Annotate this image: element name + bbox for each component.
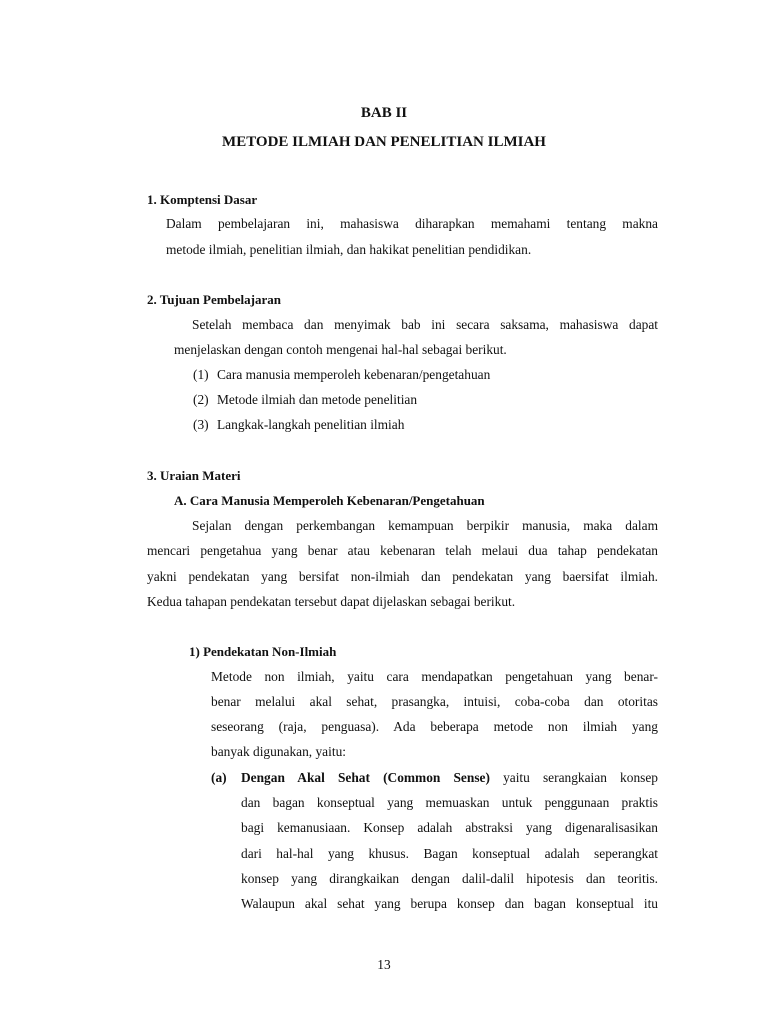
section-heading-tujuan: 2. Tujuan Pembelajaran [147, 292, 281, 307]
list-item-number: (1) [193, 367, 209, 382]
paragraph-line: Metode non ilmiah, yaitu cara mendapatkan pengetahuan yang benar- [211, 669, 658, 684]
paragraph-line: Setelah membaca dan menyimak bab ini secara saksama, mahasiswa dapat [192, 317, 658, 332]
list-item-text: Metode ilmiah dan metode penelitian [217, 392, 418, 407]
list-item-number: (2) [193, 392, 209, 407]
paragraph-line: bagi kemanusiaan. Konsep adalah abstraksi yang digenaralisasikan [241, 820, 658, 835]
paragraph-line: seseorang (raja, penguasa). Ada beberapa metode non ilmiah yang [211, 719, 658, 734]
paragraph-line: konsep yang dirangkaikan dengan dalil-dalil hipotesis dan teoritis. [241, 871, 658, 886]
paragraph-line: Kedua tahapan pendekatan tersebut dapat dijelaskan sebagai berikut. [147, 594, 516, 609]
paragraph-line: banyak digunakan, yaitu: [211, 744, 346, 759]
list-item-number: (3) [193, 417, 209, 432]
page-number: 13 [377, 957, 391, 972]
list-item-text: Langkak-langkah penelitian ilmiah [217, 417, 405, 432]
paragraph-line: yakni pendekatan yang bersifat non-ilmiah dan pendekatan yang baersifat ilmiah. [147, 569, 658, 584]
subsection-heading-non-ilmiah: 1) Pendekatan Non-Ilmiah [189, 644, 337, 659]
section-heading-kompetensi: 1. Komptensi Dasar [147, 192, 258, 207]
list-item-first-line [241, 770, 658, 786]
paragraph-line: metode ilmiah, penelitian ilmiah, dan hakikat penelitian pendidikan. [166, 242, 532, 257]
paragraph-line: benar melalui akal sehat, prasangka, intuisi, coba-coba dan otoritas [211, 694, 658, 709]
list-item-label-a: (a) [211, 770, 227, 785]
subsection-heading-a: A. Cara Manusia Memperoleh Kebenaran/Pengetahuan [174, 493, 485, 508]
chapter-label: BAB II [360, 105, 408, 121]
paragraph-line: Sejalan dengan perkembangan kemampuan berpikir manusia, maka dalam [192, 518, 658, 533]
paragraph-line: menjelaskan dengan contoh mengenai hal-hal sebagai berikut. [174, 342, 507, 357]
paragraph-line: Dalam pembelajaran ini, mahasiswa diharapkan memahami tentang makna [166, 216, 658, 231]
term-definition-start: yaitu serangkaian konsep [489, 770, 658, 785]
paragraph-line: dari hal-hal yang khusus. Bagan konseptual adalah seperangkat [241, 846, 658, 861]
chapter-title: METODE ILMIAH DAN PENELITIAN ILMIAH [222, 134, 546, 150]
paragraph-line: Walaupun akal sehat yang berupa konsep dan bagan konseptual itu [241, 896, 658, 911]
paragraph-line: mencari pengetahua yang benar atau kebenaran telah melaui dua tahap pendekatan [147, 543, 658, 558]
list-item-text: Cara manusia memperoleh kebenaran/pengetahuan [217, 367, 491, 382]
term-common-sense: Dengan Akal Sehat (Common Sense) [241, 770, 490, 785]
paragraph-line: dan bagan konseptual yang memuaskan untuk penggunaan praktis [241, 795, 658, 810]
section-heading-uraian: 3. Uraian Materi [147, 468, 241, 483]
